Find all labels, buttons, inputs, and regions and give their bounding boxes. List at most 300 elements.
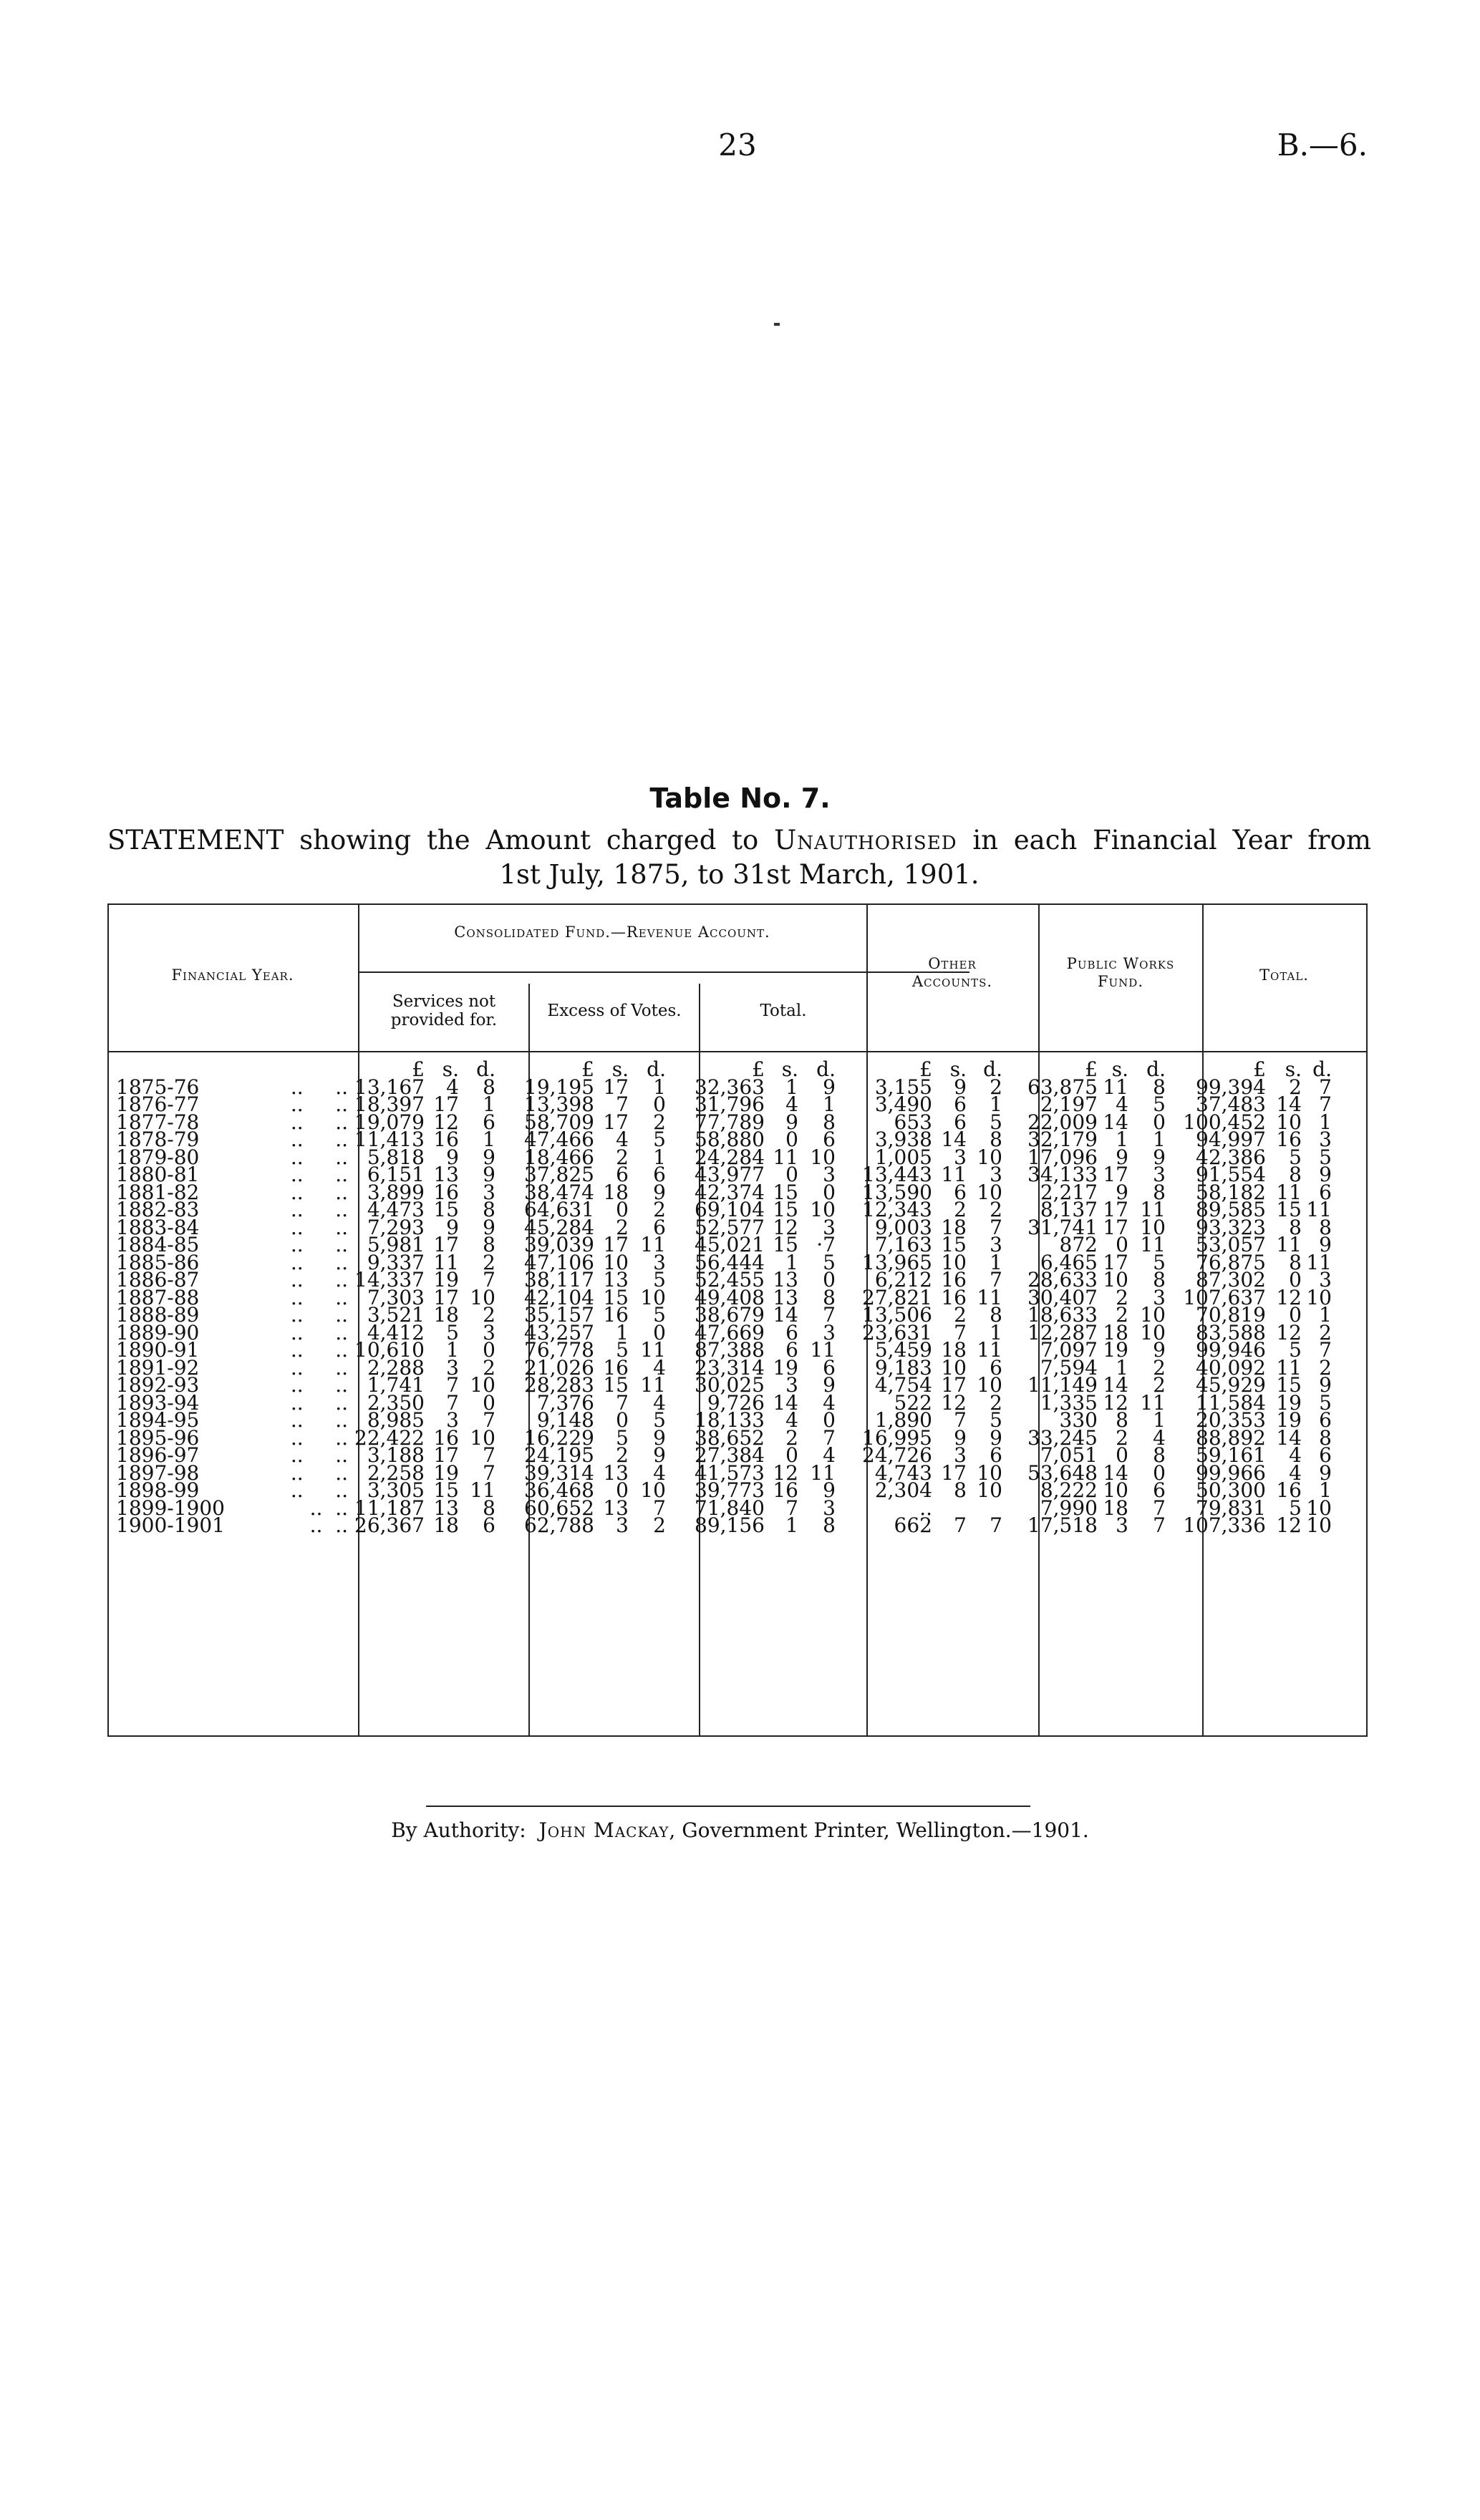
amount-cell: 14: [1276, 1092, 1302, 1116]
amount-cell: 2: [653, 1198, 666, 1221]
amount-cell: 89,585: [1196, 1198, 1266, 1221]
amount-cell: 11: [810, 1460, 836, 1485]
amount-cell: 2: [990, 1075, 1002, 1099]
amount-cell: 7,594: [1040, 1355, 1098, 1380]
amount-cell: 3: [823, 1215, 836, 1239]
amount-cell: 7,990: [1040, 1496, 1098, 1520]
amount-cell: 2: [990, 1390, 1002, 1415]
amount-cell: 4: [446, 1075, 459, 1099]
amount-cell: 1: [1116, 1355, 1128, 1380]
amount-cell: 52,455: [695, 1268, 765, 1292]
leader-dots: .. ..: [290, 1180, 348, 1204]
unit-label: s.: [442, 1057, 459, 1081]
amount-cell: 6: [616, 1163, 629, 1186]
amount-cell: 0: [1289, 1303, 1302, 1327]
statement-word-unauthorised: Unauthorised: [774, 825, 957, 856]
amount-cell: 71,840: [695, 1496, 765, 1520]
financial-year-cell: 1880-81: [116, 1163, 200, 1186]
amount-cell: 2: [990, 1198, 1002, 1221]
amount-cell: 4: [1116, 1092, 1128, 1116]
amount-cell: 49,408: [695, 1285, 765, 1309]
amount-cell: 7: [954, 1320, 967, 1344]
amount-cell: 45,929: [1196, 1373, 1266, 1397]
amount-cell: 43,257: [524, 1320, 594, 1344]
amount-cell: 10: [977, 1460, 1002, 1485]
amount-cell: 7: [990, 1513, 1002, 1537]
amount-cell: 10: [1306, 1285, 1332, 1309]
amount-cell: 0: [823, 1268, 836, 1292]
amount-cell: 2: [954, 1198, 967, 1221]
amount-cell: 76,875: [1196, 1250, 1266, 1274]
leader-dots: .. ..: [290, 1145, 348, 1169]
amount-cell: 5: [1289, 1145, 1302, 1169]
amount-cell: 13: [603, 1268, 629, 1292]
amount-cell: 3,155: [874, 1075, 932, 1099]
amount-cell: 2: [954, 1303, 967, 1327]
amount-cell: ..: [919, 1496, 932, 1520]
amount-cell: 8: [1153, 1443, 1166, 1467]
amount-cell: 8,137: [1040, 1198, 1098, 1221]
amount-cell: 28,633: [1027, 1268, 1098, 1292]
unit-label: d.: [983, 1057, 1002, 1081]
amount-cell: 16: [433, 1425, 459, 1450]
amount-cell: 10: [977, 1478, 1002, 1502]
amount-cell: 20,353: [1196, 1408, 1266, 1432]
amount-cell: 56,444: [695, 1250, 765, 1274]
amount-cell: 5: [1319, 1145, 1332, 1169]
amount-cell: 9,148: [536, 1408, 594, 1432]
amount-cell: 5: [1153, 1092, 1166, 1116]
amount-cell: 13,506: [862, 1303, 932, 1327]
financial-year-cell: 1885-86: [116, 1250, 200, 1274]
unit-label: s.: [1285, 1057, 1302, 1081]
amount-cell: 9: [483, 1215, 495, 1239]
amount-cell: 3: [990, 1233, 1002, 1256]
amount-cell: 5: [616, 1425, 629, 1450]
amount-cell: 8: [990, 1303, 1002, 1327]
amount-cell: 0: [1116, 1443, 1128, 1467]
amount-cell: 11: [640, 1338, 666, 1362]
amount-cell: 7: [823, 1425, 836, 1450]
amount-cell: 10: [1103, 1268, 1128, 1292]
amount-cell: 30,025: [695, 1373, 765, 1397]
amount-cell: 4: [653, 1460, 666, 1485]
amount-cell: ·7: [816, 1233, 836, 1256]
financial-year-cell: 1878-79: [116, 1128, 200, 1151]
amount-cell: 8: [1116, 1408, 1128, 1432]
financial-year-cell: 1875-76: [116, 1075, 200, 1099]
amount-cell: 17: [941, 1460, 967, 1485]
statement-word: showing: [299, 825, 412, 856]
amount-cell: 10: [470, 1425, 495, 1450]
amount-cell: 10: [977, 1180, 1002, 1204]
unit-label: £: [412, 1057, 425, 1081]
amount-cell: 19: [433, 1460, 459, 1485]
amount-cell: 3,899: [367, 1180, 425, 1204]
amount-cell: 18: [433, 1303, 459, 1327]
amount-cell: 8: [1289, 1215, 1302, 1239]
amount-cell: 8,985: [367, 1408, 425, 1432]
amount-cell: 7: [823, 1303, 836, 1327]
amount-cell: 4: [653, 1355, 666, 1380]
amount-cell: 9: [483, 1163, 495, 1186]
amount-cell: 39,314: [524, 1460, 594, 1485]
amount-cell: 9: [1319, 1460, 1332, 1485]
financial-year-cell: 1883-84: [116, 1215, 200, 1239]
amount-cell: 10: [1306, 1513, 1332, 1537]
printer-authority: [0, 1818, 1480, 1842]
amount-cell: 76,778: [524, 1338, 594, 1362]
amount-cell: 63,875: [1027, 1075, 1098, 1099]
amount-cell: 23,314: [695, 1355, 765, 1380]
amount-cell: 18,633: [1027, 1303, 1098, 1327]
amount-cell: 14: [773, 1303, 798, 1327]
amount-cell: 31,796: [695, 1092, 765, 1116]
statement-word: charged: [606, 825, 717, 856]
amount-cell: 93,323: [1196, 1215, 1266, 1239]
amount-cell: 12: [1276, 1285, 1302, 1309]
financial-year-cell: 1892-93: [116, 1373, 200, 1397]
amount-cell: 2: [1289, 1075, 1302, 1099]
amount-cell: 15: [1276, 1373, 1302, 1397]
amount-cell: 3: [653, 1250, 666, 1274]
amount-cell: 5: [446, 1320, 459, 1344]
amount-cell: 4: [785, 1092, 798, 1116]
table-title: Table No. 7.: [649, 782, 831, 814]
amount-cell: 2: [1153, 1373, 1166, 1397]
amount-cell: 3,305: [367, 1478, 425, 1502]
amount-cell: 19: [773, 1355, 798, 1380]
amount-cell: 79,831: [1196, 1496, 1266, 1520]
amount-cell: 8: [483, 1198, 495, 1221]
amount-cell: 1,005: [874, 1145, 932, 1169]
amount-cell: 1: [483, 1128, 495, 1151]
financial-year-cell: 1893-94: [116, 1390, 200, 1415]
amount-cell: 19: [1276, 1408, 1302, 1432]
amount-cell: 19: [1276, 1390, 1302, 1415]
amount-cell: 7: [483, 1408, 495, 1432]
amount-cell: 1,741: [367, 1373, 425, 1397]
unit-label: £: [1253, 1057, 1266, 1081]
amount-cell: 94,997: [1196, 1128, 1266, 1151]
amount-cell: 9: [954, 1425, 967, 1450]
amount-cell: 5: [653, 1268, 666, 1292]
amount-cell: 12: [941, 1390, 967, 1415]
amount-cell: 3: [954, 1145, 967, 1169]
statement-word: from: [1307, 825, 1371, 856]
amount-cell: 17: [941, 1373, 967, 1397]
amount-cell: 18: [1103, 1320, 1128, 1344]
amount-cell: 3: [823, 1496, 836, 1520]
amount-cell: 3: [483, 1320, 495, 1344]
amount-cell: 13: [433, 1496, 459, 1520]
amount-cell: 4: [1153, 1425, 1166, 1450]
amount-cell: 4: [1289, 1443, 1302, 1467]
leader-dots: .. ..: [290, 1373, 348, 1397]
amount-cell: 11: [433, 1250, 459, 1274]
amount-cell: 3,938: [874, 1128, 932, 1151]
amount-cell: 17: [433, 1233, 459, 1256]
amount-cell: 2,304: [874, 1478, 932, 1502]
amount-cell: 87,302: [1196, 1268, 1266, 1292]
leader-dots: .. ..: [290, 1478, 348, 1502]
amount-cell: 0: [1116, 1233, 1128, 1256]
amount-cell: 18: [603, 1180, 629, 1204]
amount-cell: 83,588: [1196, 1320, 1266, 1344]
amount-cell: 28,283: [524, 1373, 594, 1397]
leader-dots: .. ..: [290, 1110, 348, 1134]
amount-cell: 15: [773, 1233, 798, 1256]
amount-cell: 10: [1306, 1496, 1332, 1520]
amount-cell: 53,648: [1027, 1460, 1098, 1485]
amount-cell: 16: [1276, 1128, 1302, 1151]
amount-cell: 6: [785, 1320, 798, 1344]
amount-cell: 5,818: [367, 1145, 425, 1169]
leader-dots: .. ..: [290, 1390, 348, 1415]
amount-cell: 100,452: [1183, 1110, 1266, 1134]
amount-cell: 12: [1276, 1513, 1302, 1537]
amount-cell: 13,590: [862, 1180, 932, 1204]
leader-dots: .. ..: [290, 1408, 348, 1432]
amount-cell: 5: [616, 1338, 629, 1362]
amount-cell: 15: [603, 1373, 629, 1397]
printer-name: John Mackay: [538, 1818, 669, 1842]
amount-cell: 7: [990, 1268, 1002, 1292]
header-public-works-fund: Public Works Fund.: [1066, 955, 1175, 990]
unit-label: £: [581, 1057, 594, 1081]
amount-cell: 3: [1319, 1268, 1332, 1292]
unit-label: £: [752, 1057, 765, 1081]
amount-cell: 9: [446, 1145, 459, 1169]
amount-cell: 18: [941, 1338, 967, 1362]
amount-cell: 17: [433, 1443, 459, 1467]
amount-cell: 7: [483, 1268, 495, 1292]
amount-cell: 47,669: [695, 1320, 765, 1344]
amount-cell: 2: [616, 1145, 629, 1169]
header-excess-of-votes: Excess of Votes.: [547, 1002, 682, 1020]
leader-dots: .. ..: [290, 1285, 348, 1309]
amount-cell: 1: [785, 1250, 798, 1274]
amount-cell: 4: [823, 1390, 836, 1415]
unit-label: s.: [781, 1057, 798, 1081]
amount-cell: 11: [977, 1338, 1002, 1362]
leader-dots: .. ..: [290, 1268, 348, 1292]
amount-cell: 99,966: [1196, 1460, 1266, 1485]
amount-cell: 21,026: [524, 1355, 594, 1380]
amount-cell: 14: [1103, 1460, 1128, 1485]
amount-cell: 8: [823, 1110, 836, 1134]
amount-cell: 2,350: [367, 1390, 425, 1415]
amount-cell: 11: [1306, 1250, 1332, 1274]
header-bottom-rule: [107, 1051, 1368, 1052]
amount-cell: 7: [616, 1092, 629, 1116]
amount-cell: 6: [954, 1110, 967, 1134]
financial-year-cell: 1890-91: [116, 1338, 200, 1362]
amount-cell: 31,741: [1027, 1215, 1098, 1239]
amount-cell: 8: [823, 1513, 836, 1537]
amount-cell: 15: [941, 1233, 967, 1256]
amount-cell: 8: [1153, 1075, 1166, 1099]
amount-cell: 8: [483, 1075, 495, 1099]
unit-label: d.: [647, 1057, 666, 1081]
amount-cell: 2: [1319, 1320, 1332, 1344]
unit-label: s.: [611, 1057, 629, 1081]
amount-cell: 3,188: [367, 1443, 425, 1467]
amount-cell: 10: [977, 1145, 1002, 1169]
leader-dots: .. ..: [290, 1303, 348, 1327]
amount-cell: 12,287: [1027, 1320, 1098, 1344]
amount-cell: 23,631: [862, 1320, 932, 1344]
leader-dots: .. ..: [290, 1425, 348, 1450]
header-consolidated-total: Total.: [760, 1002, 807, 1020]
amount-cell: 15: [773, 1198, 798, 1221]
unit-label: d.: [816, 1057, 836, 1081]
amount-cell: 7: [483, 1460, 495, 1485]
amount-cell: 9,337: [367, 1250, 425, 1274]
amount-cell: 6: [1319, 1443, 1332, 1467]
amount-cell: 1: [446, 1338, 459, 1362]
amount-cell: 9: [483, 1145, 495, 1169]
amount-cell: 16: [941, 1285, 967, 1309]
amount-cell: 42,104: [524, 1285, 594, 1309]
unit-label: d.: [1312, 1057, 1332, 1081]
amount-cell: 17: [433, 1092, 459, 1116]
leader-dots: .. ..: [290, 1215, 348, 1239]
amount-cell: 14,337: [354, 1268, 425, 1292]
amount-cell: 330: [1059, 1408, 1098, 1432]
amount-cell: 6: [990, 1443, 1002, 1467]
amount-cell: 6: [990, 1355, 1002, 1380]
amount-cell: 9: [823, 1478, 836, 1502]
amount-cell: 9: [1319, 1233, 1332, 1256]
amount-cell: 38,117: [524, 1268, 594, 1292]
amount-cell: 1: [616, 1320, 629, 1344]
amount-cell: 2: [483, 1355, 495, 1380]
amount-cell: 4: [653, 1390, 666, 1415]
amount-cell: 7,163: [874, 1233, 932, 1256]
amount-cell: 5: [990, 1408, 1002, 1432]
financial-year-cell: 1895-96: [116, 1425, 200, 1450]
amount-cell: 5: [990, 1110, 1002, 1134]
amount-cell: 522: [894, 1390, 932, 1415]
amount-cell: 3: [1319, 1128, 1332, 1151]
amount-cell: 1: [1319, 1110, 1332, 1134]
amount-cell: 40,092: [1196, 1355, 1266, 1380]
statement-word: Financial: [1093, 825, 1217, 856]
amount-cell: 2,288: [367, 1355, 425, 1380]
amount-cell: 47,466: [524, 1128, 594, 1151]
amount-cell: 4,473: [367, 1198, 425, 1221]
amount-cell: 12: [1103, 1390, 1128, 1415]
amount-cell: 1: [1153, 1128, 1166, 1151]
amount-cell: 27,384: [695, 1443, 765, 1467]
amount-cell: 6: [954, 1092, 967, 1116]
amount-cell: 3: [446, 1408, 459, 1432]
amount-cell: 1: [990, 1320, 1002, 1344]
amount-cell: 1: [990, 1092, 1002, 1116]
financial-year-cell: 1889-90: [116, 1320, 200, 1344]
amount-cell: 6: [823, 1355, 836, 1380]
amount-cell: 34,133: [1027, 1163, 1098, 1186]
amount-cell: 3: [446, 1355, 459, 1380]
amount-cell: 11: [1276, 1233, 1302, 1256]
amount-cell: 2: [616, 1443, 629, 1467]
amount-cell: 24,284: [695, 1145, 765, 1169]
amount-cell: 10: [640, 1478, 666, 1502]
amount-cell: 18: [433, 1513, 459, 1537]
amount-cell: 12,343: [862, 1198, 932, 1221]
amount-cell: 17: [603, 1233, 629, 1256]
amount-cell: 53,057: [1196, 1233, 1266, 1256]
amount-cell: 50,300: [1196, 1478, 1266, 1502]
amount-cell: 62,788: [524, 1513, 594, 1537]
amount-cell: 0: [785, 1443, 798, 1467]
amount-cell: 11,149: [1027, 1373, 1098, 1397]
amount-cell: 64,631: [524, 1198, 594, 1221]
amount-cell: 9,183: [874, 1355, 932, 1380]
amount-cell: 0: [616, 1198, 629, 1221]
amount-cell: 14: [941, 1128, 967, 1151]
header-consolidated-fund: Consolidated Fund.—Revenue Account.: [454, 924, 770, 941]
financial-year-cell: 1886-87: [116, 1268, 200, 1292]
amount-cell: 6: [483, 1110, 495, 1134]
amount-cell: 2,258: [367, 1460, 425, 1485]
amount-cell: 19: [1103, 1338, 1128, 1362]
amount-cell: 8: [1153, 1268, 1166, 1292]
amount-cell: 11,413: [354, 1128, 425, 1151]
amount-cell: 8: [1153, 1180, 1166, 1204]
page-header: [107, 127, 1368, 170]
amount-cell: 7: [1319, 1092, 1332, 1116]
financial-year-cell: 1896-97: [116, 1443, 200, 1467]
amount-cell: 4,743: [874, 1460, 932, 1485]
amount-cell: 0: [653, 1092, 666, 1116]
unit-label: d.: [476, 1057, 495, 1081]
amount-cell: 4: [616, 1128, 629, 1151]
amount-cell: 3: [616, 1513, 629, 1537]
table-row: [107, 1513, 1368, 1537]
amount-cell: 24,195: [524, 1443, 594, 1467]
leader-dots: .. ..: [290, 1075, 348, 1099]
amount-cell: 0: [653, 1320, 666, 1344]
header-financial-year: Financial Year.: [171, 966, 294, 984]
unit-label: s.: [1111, 1057, 1128, 1081]
financial-year-cell: 1888-89: [116, 1303, 200, 1327]
amount-cell: 69,104: [695, 1198, 765, 1221]
statement-line-1: [107, 823, 1371, 858]
amount-cell: 9: [1319, 1373, 1332, 1397]
financial-year-cell: 1882-83: [116, 1198, 200, 1221]
amount-cell: 24,726: [862, 1443, 932, 1467]
header-other-accounts: Other Accounts.: [911, 955, 993, 990]
amount-cell: 4: [785, 1408, 798, 1432]
amount-cell: 27,821: [862, 1285, 932, 1309]
leader-dots: .. ..: [290, 1443, 348, 1467]
amount-cell: 58,709: [524, 1110, 594, 1134]
amount-cell: 7: [1319, 1075, 1332, 1099]
amount-cell: 7: [954, 1408, 967, 1432]
amount-cell: 9: [1116, 1145, 1128, 1169]
amount-cell: 6: [653, 1163, 666, 1186]
amount-cell: 11: [1140, 1233, 1166, 1256]
amount-cell: 0: [483, 1390, 495, 1415]
statement-word: to: [732, 825, 759, 856]
amount-cell: 6,151: [367, 1163, 425, 1186]
amount-cell: 18,397: [354, 1092, 425, 1116]
amount-cell: 11: [1140, 1198, 1166, 1221]
amount-cell: 6: [823, 1128, 836, 1151]
amount-cell: 16: [433, 1180, 459, 1204]
